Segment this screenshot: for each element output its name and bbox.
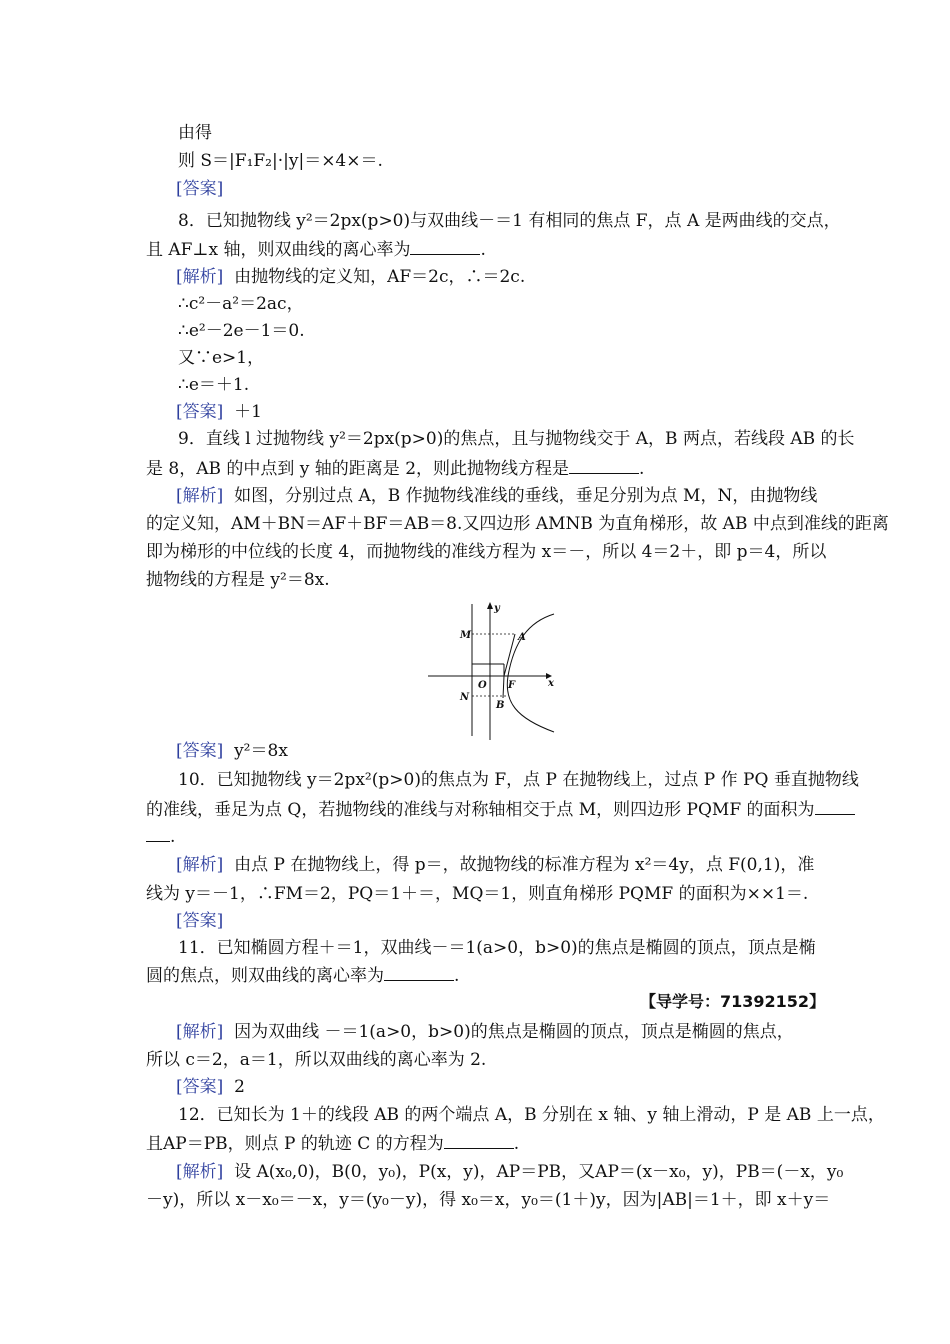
text-line: 则 S＝|F₁F₂|·|y|＝×4×＝. <box>178 151 383 171</box>
label-a: A <box>518 632 526 643</box>
label-b: B <box>496 700 505 711</box>
answer-blank <box>410 239 480 255</box>
text-line: 线为 y＝－1，∴FM＝2，PQ＝1＋＝，MQ＝1，则直角梯形 PQMF 的面积为××1＝. <box>146 884 809 904</box>
text-line: ∴e²－2e－1＝0. <box>178 321 305 341</box>
text-line: 又∵e>1， <box>178 348 265 368</box>
label-n: N <box>460 692 470 703</box>
question-12-line2: 且AP＝PB，则点 P 的轨迹 C 的方程为 . <box>146 1134 520 1154</box>
analysis-11: [解析] 因为双曲线 －＝1(a>0，b>0)的焦点是椭圆的顶点，顶点是椭圆的焦点， <box>176 1022 794 1042</box>
question-10: 10．已知抛物线 y＝2px²(p>0)的焦点为 F，点 P 在抛物线上，过点 P 作 PQ 垂直抛物线 <box>178 770 859 790</box>
analysis-10: [解析] 由点 P 在抛物线上，得 p＝，故抛物线的标准方程为 x²＝4y，点 F(0,1)，准 <box>176 855 815 875</box>
label-x: x <box>548 678 554 689</box>
analysis-12: [解析] 设 A(x₀,0)，B(0，y₀)，P(x，y)，AP＝PB，又AP＝(x－x₀，y)，PB＝(－x，y₀ <box>176 1162 844 1182</box>
label-o: O <box>478 680 487 691</box>
segment-fb <box>503 676 504 698</box>
label-f: F <box>508 680 516 691</box>
question-11: 11．已知椭圆方程＋＝1，双曲线－＝1(a>0，b>0)的焦点是椭圆的顶点，顶点是椭 <box>178 938 816 958</box>
text-line: ∴c²－a²＝2ac， <box>178 294 304 314</box>
question-10-line2: 的准线，垂足为点 Q，若抛物线的准线与对称轴相交于点 M，则四边形 PQMF 的面积为 <box>146 799 855 821</box>
question-10-line3: . <box>146 826 175 848</box>
question-12: 12．已知长为 1＋的线段 AB 的两个端点 A，B 分别在 x 轴、y 轴上滑动，P 是 AB 上一点， <box>178 1105 885 1125</box>
parabola-curve <box>507 614 554 732</box>
question-8-line2: 且 AF⊥x 轴，则双曲线的离心率为 . <box>146 240 486 260</box>
text-line: 的定义知，AM＋BN＝AF＋BF＝AB＝8.又四边形 AMNB 为直角梯形，故 AB 中点到准线的距离 <box>146 514 889 534</box>
question-9: 9．直线 l 过抛物线 y²＝2px(p>0)的焦点，且与抛物线交于 A，B 两点，若线段 AB 的长 <box>178 429 855 449</box>
question-8: 8．已知抛物线 y²＝2px(p>0)与双曲线－＝1 有相同的焦点 F，点 A 是两曲线的交点， <box>178 211 841 231</box>
answer-tag: [答案] <box>176 179 224 199</box>
analysis-8: [解析] 由抛物线的定义知，AF＝2c，∴＝2c. <box>176 267 526 287</box>
y-axis-arrow <box>487 602 493 609</box>
text-line: －y)，所以 x－x₀＝－x，y＝(y₀－y)，得 x₀＝x，y₀＝(1＋)y，因为|AB|＝1＋，即 x＋y＝ <box>146 1190 831 1210</box>
answer-blank <box>569 458 639 474</box>
parabola-figure <box>424 600 564 740</box>
guide-number: 【导学号：71392152】 <box>640 992 826 1011</box>
text-line: ∴e＝＋1. <box>178 375 250 395</box>
label-m: M <box>460 630 472 641</box>
text-line: 所以 c＝2，a＝1，所以双曲线的离心率为 2. <box>146 1050 487 1070</box>
text-line: 即为梯形的中位线的长度 4，而抛物线的准线方程为 x＝－，所以 4＝2＋，即 p＝4，所以 <box>146 542 827 562</box>
answer-10: [答案] <box>176 911 224 931</box>
answer-8: [答案] ＋1 <box>176 402 262 422</box>
answer-9: [答案] y²＝8x <box>176 741 288 761</box>
answer-blank <box>815 799 855 815</box>
text-line: 抛物线的方程是 y²＝8x. <box>146 570 330 590</box>
answer-blank <box>146 826 170 842</box>
analysis-9: [解析] 如图，分别过点 A，B 作抛物线准线的垂线，垂足分别为点 M，N，由抛物线 <box>176 486 818 506</box>
answer-blank <box>444 1133 514 1149</box>
label-y: y <box>494 603 500 614</box>
answer-11: [答案] 2 <box>176 1077 245 1097</box>
question-11-line2: 圆的焦点，则双曲线的离心率为 . <box>146 966 460 986</box>
question-9-line2: 是 8，AB 的中点到 y 轴的距离是 2，则此抛物线方程是 . <box>146 459 645 479</box>
text-line: 由得 <box>178 123 212 143</box>
answer-blank <box>384 965 454 981</box>
